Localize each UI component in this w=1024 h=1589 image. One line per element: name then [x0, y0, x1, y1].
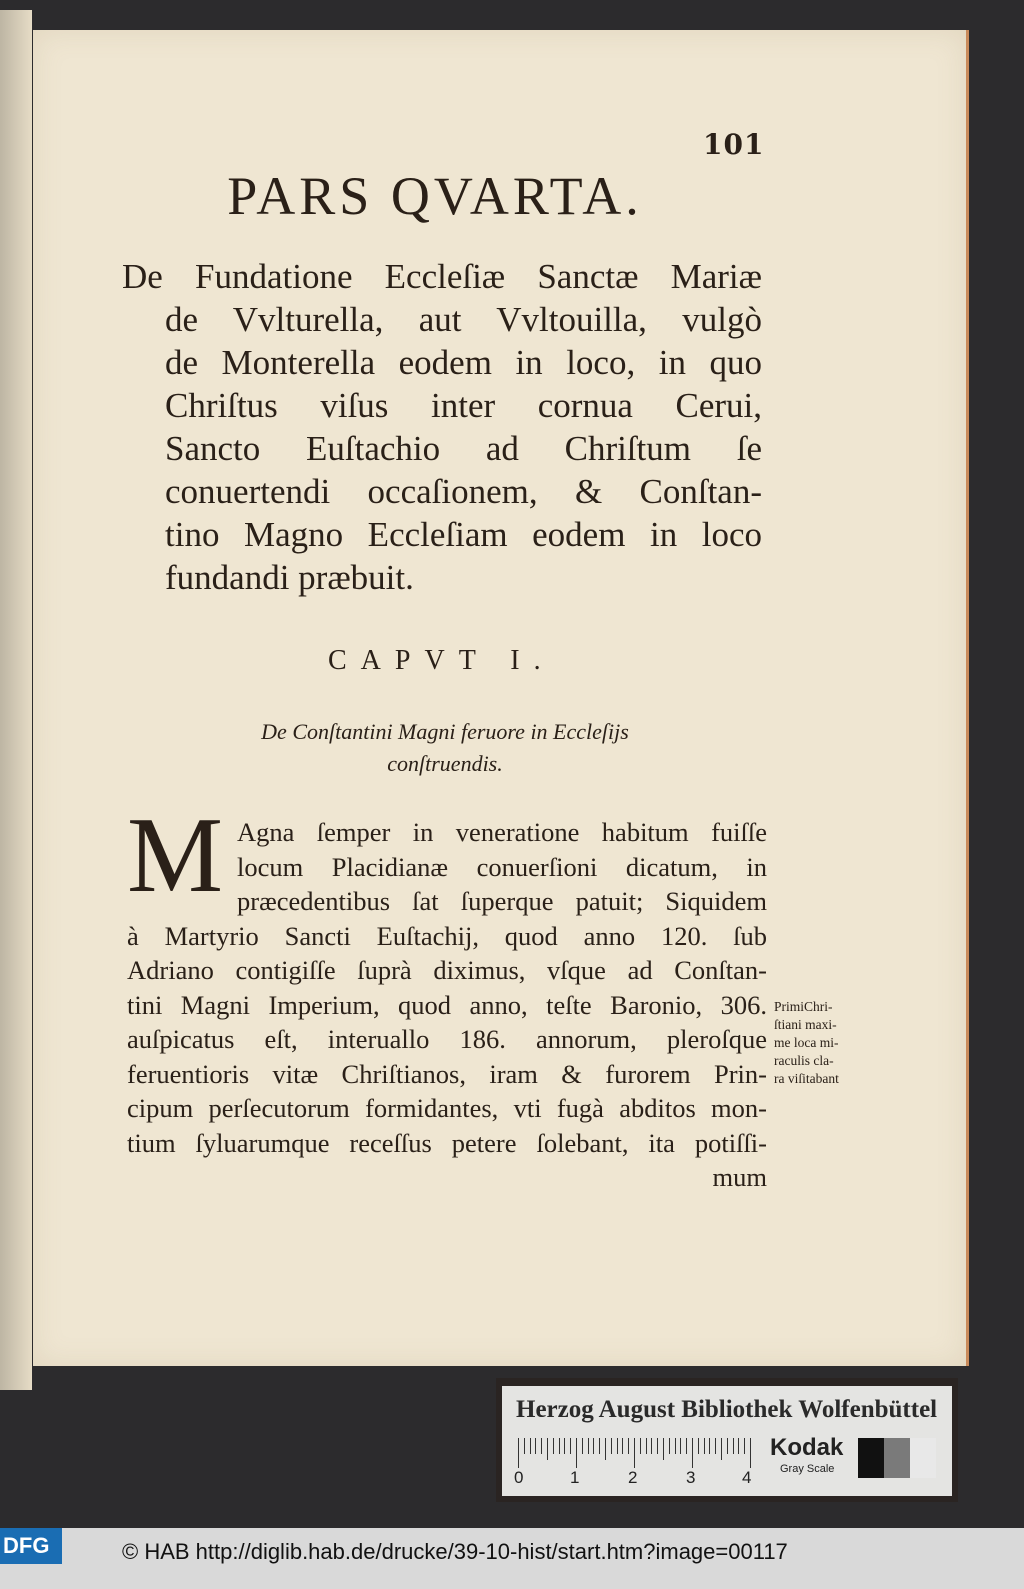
chapter-subtitle: [150, 716, 740, 780]
subtitle-line: De Conſtantini Magni feruore in Eccleſijs: [261, 719, 629, 744]
ruler: [518, 1438, 752, 1468]
body-line: à Martyrio Sancti Euſtachij, quod anno 120. ſub: [127, 920, 767, 951]
ruler-tick: [530, 1438, 531, 1454]
ruler-tick: [675, 1438, 676, 1454]
ruler-tick: [564, 1438, 565, 1454]
ruler-tick: [733, 1438, 734, 1454]
ruler-tick: [553, 1438, 554, 1454]
body-line: tini Magni Imperium, quod anno, teſte Baronio, 306.: [127, 989, 767, 1020]
ruler-label: 1: [570, 1468, 580, 1487]
margin-note-line: ſtiani maxi-: [774, 1017, 837, 1032]
heading-line: Sancto Euſtachio ad Chriſtum ſe: [165, 429, 762, 468]
gray-scale-label: Gray Scale: [780, 1463, 835, 1475]
margin-note-line: ra viſitabant: [774, 1071, 839, 1086]
ruler-tick: [605, 1438, 606, 1460]
heading-line: conuertendi occaſionem, & Conſtan-: [165, 472, 762, 511]
heading-line: fundandi præbuit.: [165, 558, 414, 597]
ruler-tick: [524, 1438, 525, 1454]
ruler-tick: [547, 1438, 548, 1460]
body-line: præcedentibus ſat ſuperque patuit; Siquidem: [237, 886, 767, 916]
ruler-tick: [709, 1438, 710, 1454]
ruler-tick: [704, 1438, 705, 1454]
ruler-tick: [698, 1438, 699, 1454]
ruler-tick: [611, 1438, 612, 1454]
gray-swatch-mid: [884, 1438, 910, 1478]
ruler-label: 3: [686, 1468, 696, 1487]
dfg-logo: DFG: [0, 1528, 62, 1564]
ruler-tick: [640, 1438, 641, 1454]
ruler-tick: [518, 1438, 519, 1468]
ruler-tick: [535, 1438, 536, 1454]
margin-note-line: me loca mi-: [774, 1035, 839, 1050]
margin-note: [774, 998, 839, 1088]
heading-line: de Vvlturella, aut Vvltouilla, vulgò: [165, 300, 762, 339]
subtitle-line: conſtruendis.: [387, 751, 503, 776]
part-heading: [122, 255, 762, 599]
body-text: [127, 815, 767, 1195]
heading-line: De Fundatione Eccleſiæ Sanctæ Mariæ: [122, 257, 762, 296]
ruler-tick: [727, 1438, 728, 1454]
margin-note-line: raculis cla-: [774, 1053, 834, 1068]
copyright-link[interactable]: © HAB http://diglib.hab.de/drucke/39-10-hist/start.htm?image=00117: [122, 1539, 788, 1564]
ruler-tick: [744, 1438, 745, 1454]
ruler-tick: [628, 1438, 629, 1454]
ruler-tick: [750, 1438, 751, 1468]
heading-line: Chriſtus viſus inter cornua Cerui,: [165, 386, 762, 425]
color-calibration-card: [496, 1378, 958, 1502]
ruler-tick: [663, 1438, 664, 1460]
ruler-tick: [617, 1438, 618, 1454]
body-line: Adriano contigiſſe ſuprà diximus, vſque ad Conſtan-: [127, 955, 767, 985]
ruler-tick: [692, 1438, 693, 1468]
body-line: feruentioris vitæ Chriſtianos, iram & furorem Prin-: [127, 1058, 767, 1089]
facing-page-edge: [0, 10, 32, 1390]
ruler-tick: [715, 1438, 716, 1454]
gray-swatch-black: [858, 1438, 884, 1478]
kodak-logo: Kodak: [770, 1434, 844, 1461]
ruler-tick: [582, 1438, 583, 1454]
ruler-tick: [559, 1438, 560, 1454]
part-title: PARS QVARTA.: [227, 166, 643, 226]
heading-line: tino Magno Eccleſiam eodem in loco: [165, 515, 762, 554]
ruler-label: 0: [514, 1468, 524, 1487]
body-line: Agna ſemper in veneratione habitum fuiſſe: [237, 817, 767, 847]
ruler-label: 2: [628, 1468, 638, 1487]
ruler-tick: [738, 1438, 739, 1454]
ruler-tick: [686, 1438, 687, 1454]
body-line: auſpicatus eſt, interuallo 186. annorum, pleroſque: [127, 1024, 767, 1054]
ruler-tick: [593, 1438, 594, 1454]
ruler-tick: [721, 1438, 722, 1460]
body-line: locum Placidianæ conuerſioni dicatum, in: [237, 851, 767, 882]
heading-line: de Monterella eodem in loco, in quo: [165, 343, 762, 382]
ruler-tick: [669, 1438, 670, 1454]
ruler-tick: [680, 1438, 681, 1454]
ruler-tick: [634, 1438, 635, 1468]
ruler-tick: [541, 1438, 542, 1454]
ruler-label: 4: [742, 1468, 752, 1487]
ruler-tick: [646, 1438, 647, 1454]
gray-swatch-white: [910, 1438, 936, 1478]
body-line: cipum perſecutorum formidantes, vti fugà abditos mon-: [127, 1093, 767, 1123]
catchword: mum: [712, 1162, 767, 1192]
drop-cap: M: [127, 796, 224, 915]
ruler-tick: [622, 1438, 623, 1454]
ruler-tick: [576, 1438, 577, 1468]
ruler-tick: [599, 1438, 600, 1454]
chapter-title: CAPVT I.: [328, 645, 555, 676]
page-number: 101: [703, 128, 765, 161]
ruler-tick: [588, 1438, 589, 1454]
margin-note-line: PrimiChri-: [774, 999, 833, 1014]
ruler-tick: [657, 1438, 658, 1454]
institution-name: Herzog August Bibliothek Wolfenbüttel: [516, 1396, 938, 1423]
body-line: tium ſyluarumque receſſus petere ſolebant, ita potiſſi-: [127, 1127, 767, 1158]
footer-bar: [0, 1528, 1024, 1589]
ruler-tick: [651, 1438, 652, 1454]
ruler-tick: [570, 1438, 571, 1454]
